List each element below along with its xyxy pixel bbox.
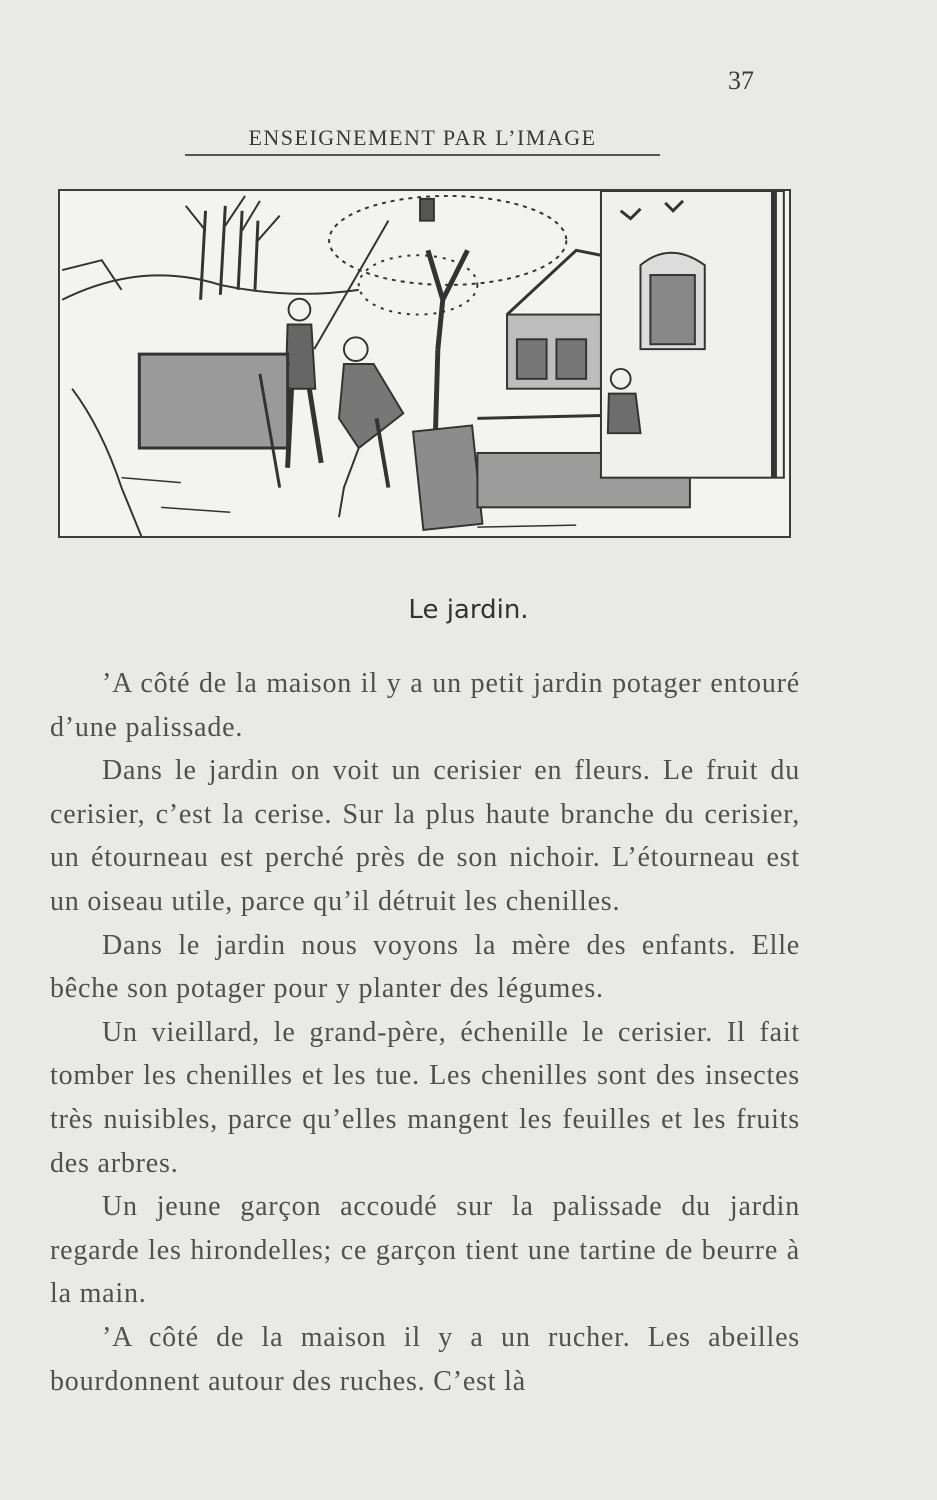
garden-illustration (58, 189, 791, 538)
path-line (72, 389, 141, 536)
mother (339, 337, 403, 517)
paragraph: Dans le jardin nous voyons la mère des enfants. Elle bêche son potager pour y planter des légumes. (50, 929, 800, 1005)
page-number: 37 (728, 66, 754, 95)
house (601, 191, 784, 478)
paragraph: Un vieillard, le grand-père, échenille le cerisier. Il fait tomber les chenilles et les tue. Les chenilles sont des insectes très nuisibles, parce qu’elles mangent les feuilles et les fruits des arbres. (50, 1016, 800, 1179)
beehive-shed (507, 250, 601, 388)
illustration-caption: Le jardin. (408, 595, 529, 625)
fence-left (139, 354, 289, 487)
bare-trees (186, 196, 280, 300)
running-head: ENSEIGNEMENT PAR L’IMAGE (185, 125, 660, 156)
nest-box (420, 199, 434, 221)
paragraph: ’A côté de la maison il y a un rucher. Les abeilles bourdonnent autour des ruches. C’est là (50, 1321, 800, 1397)
hill-line (62, 275, 359, 299)
paragraph: ’A côté de la maison il y a un petit jardin potager entouré d’une palissade. (50, 668, 800, 743)
paragraph: Dans le jardin on voit un cerisier en fleurs. Le fruit du cerisier, c’est la cerise. Sur la plus haute branche du cerisier, un étourneau est perché près de son nichoir. L’étourneau est un oiseau utile, parce qu’il détruit les chenilles. (50, 755, 800, 917)
bush-left (62, 260, 121, 290)
body-text (50, 662, 800, 1403)
paragraph: Un jeune garçon accoudé sur la palissade du jardin regarde les hirondelles; ce garçon tient une tartine de beurre à la main. (50, 1191, 800, 1310)
